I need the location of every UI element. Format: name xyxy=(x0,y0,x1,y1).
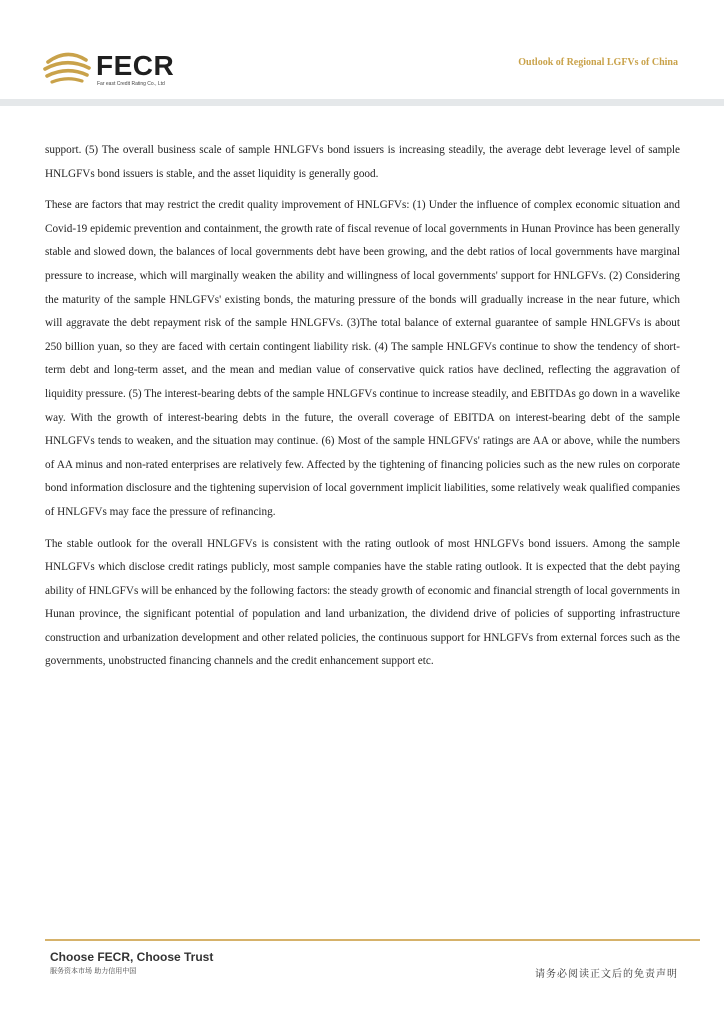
fecr-logo xyxy=(42,48,192,92)
logo-wordmark: FECR xyxy=(96,50,175,81)
footer-tagline: 服务资本市场 助力信用中国 xyxy=(50,967,137,975)
body-paragraph-3: The stable outlook for the overall HNLGFVs is consistent with the rating outlook of most HNLGFVs bond issuers. Among the sample HNLGFVs which disclose credit ratings publicly, most sample companies have the stable rating outlook. It is expected that the debt paying ability of HNLGFVs will be enhanced by the following factors: the steady growth of economic and financial strength of local governments in Hunan province, the significant potential of population and land urbanization, the dividend drive of policies of supporting infrastructure construction and urbanization development and other related policies, the continuous support for HNLGFVs from external forces such as the governments, unobstructed financing channels and the credit enhancement support etc. xyxy=(45,537,680,668)
fecr-swirl-icon xyxy=(42,48,92,88)
footer-disclaimer: 请务必阅读正文后的免责声明 xyxy=(535,969,678,980)
footer-divider xyxy=(45,939,700,941)
report-title: Outlook of Regional LGFVs of China xyxy=(518,57,678,68)
body-paragraph-1: support. (5) The overall business scale of sample HNLGFVs bond issuers is increasing steadily, the average debt leverage level of sample HNLGFVs bond issuers is stable, and the asset liquidity is generally good. xyxy=(45,144,680,180)
page-header xyxy=(0,0,724,108)
logo-company-name: Far east Credit Rating Co., Ltd xyxy=(97,81,165,87)
body-paragraph-2: These are factors that may restrict the credit quality improvement of HNLGFVs: (1) Under the influence of complex economic situation and Covid-19 epidemic prevention and containment, the growth rate of fiscal revenue of local governments in Hunan Province has been generally stable and slowed down, the balances of local governments debt have been growing, and the debt ratios of local governments have marginal pressure to increase, which will marginally weaken the ability and willingness of local governments' support for HNLGFVs. (2) Considering the maturity of the sample HNLGFVs' existing bonds, the maturing pressure of the bonds will gradually increase in the near future, which will aggravate the debt repayment risk of the sample HNLGFVs. (3)The total balance of external guarantee of sample HNLGFVs is about 250 billion yuan, so they are faced with certain contingent liability risk. (4) The sample HNLGFVs continue to show the tendency of short-term debt and long-term asset, and the mean and median value of conservative quick ratios have declined, reflecting the aggravation of liquidity pressure. (5) The interest-bearing debts of the sample HNLGFVs continue to increase steadily, and EBITDAs go down in a wavelike way. With the growth of interest-bearing debts in the future, the overall coverage of EBITDA on interest-bearing debt of the sample HNLGFVs tends to weaken, and the situation may continue. (6) Most of the sample HNLGFVs' ratings are AA or above, while the numbers of AA minus and non-rated enterprises are relatively few. Affected by the tightening of financing policies such as the new rules on corporate bond information disclosure and the tightening supervision of local government implicit liabilities, some relatively weak qualified companies of HNLGFVs may face the pressure of refinancing. xyxy=(45,199,680,518)
footer-slogan: Choose FECR, Choose Trust xyxy=(50,950,214,964)
report-body xyxy=(45,139,680,682)
header-divider xyxy=(0,99,724,106)
